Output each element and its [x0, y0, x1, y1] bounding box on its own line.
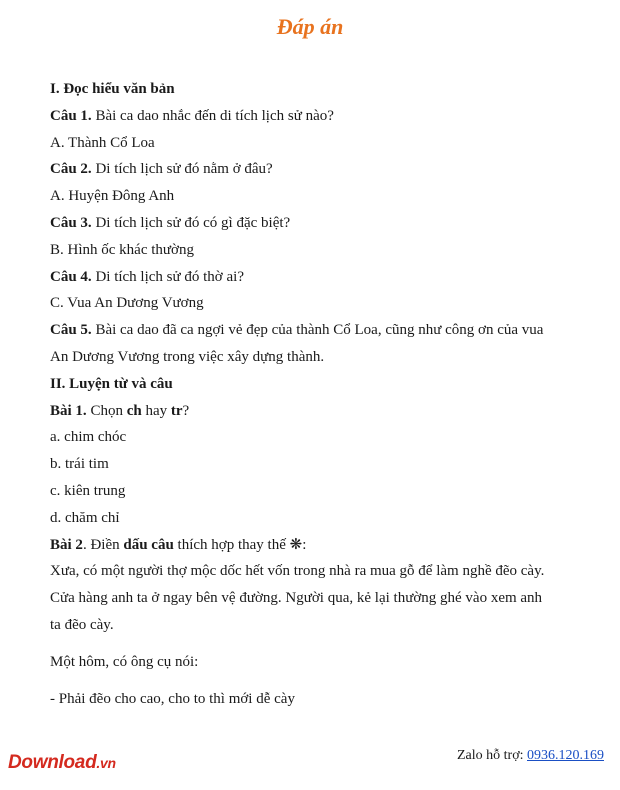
prompt-text: thích hợp thay thế [173, 536, 290, 553]
exercise-1-answer-c: c. kiên trung [50, 482, 126, 499]
question-label: Câu 5. [50, 322, 92, 339]
question-5 [50, 317, 590, 344]
prompt-bold: dấu câu [123, 536, 174, 553]
answer-4: C. Vua An Dương Vương [50, 295, 204, 312]
question-2 [50, 156, 590, 183]
exercise-1-answer-d: d. chăm chỉ [50, 509, 120, 526]
zalo-label: Zalo hỗ trợ: [457, 748, 527, 763]
question-1 [50, 103, 590, 130]
section2-heading: II. Luyện từ và câu [50, 375, 173, 392]
exercise-label: Bài 1. [50, 402, 87, 419]
passage-paragraph-2: Một hôm, có ông cụ nói: [50, 653, 199, 670]
question-text: Bài ca dao đã ca ngợi vẻ đẹp của thành Cổ Loa, cũng như công ơn của vua [91, 322, 544, 339]
exercise-2-prompt [50, 532, 590, 559]
passage-line-2: Cửa hàng anh ta ở ngay bên vệ đường. Người qua, kẻ lại thường ghé vào xem anh [50, 590, 543, 607]
question-label: Câu 1. [50, 107, 92, 124]
passage-paragraph-3: - Phải đẽo cho cao, cho to thì mới dễ cày [50, 690, 295, 707]
document-body [50, 76, 590, 712]
question-4 [50, 264, 590, 291]
asterisk-symbol-icon: ❋ [289, 536, 303, 553]
zalo-support [457, 748, 604, 764]
question-5-continued: An Dương Vương trong việc xây dựng thành. [50, 348, 325, 365]
question-label: Câu 3. [50, 214, 92, 231]
zalo-phone-link[interactable]: 0936.120.169 [527, 748, 604, 763]
section1-heading: I. Đọc hiểu văn bản [50, 81, 175, 97]
answer-2: A. Huyện Đông Anh [50, 188, 175, 205]
logo-domain-text: .vn [96, 755, 116, 771]
prompt-bold: tr [170, 402, 183, 419]
prompt-text: hay [141, 402, 171, 419]
exercise-1-prompt [50, 398, 590, 425]
question-label: Câu 4. [50, 268, 92, 285]
question-text: Di tích lịch sử đó có gì đặc biệt? [91, 214, 291, 231]
question-label: Câu 2. [50, 161, 92, 178]
prompt-text: : [302, 536, 307, 553]
exercise-1-answer-a: a. chim chóc [50, 429, 127, 446]
prompt-text: Chọn [86, 402, 127, 419]
passage-line-3: ta đẽo cày. [50, 616, 114, 633]
question-text: Bài ca dao nhắc đến di tích lịch sử nào? [91, 107, 334, 124]
prompt-text: ? [182, 402, 190, 419]
question-text: Di tích lịch sử đó nằm ở đâu? [91, 161, 273, 178]
passage-line-1: Xưa, có một người thợ mộc dốc hết vốn trong nhà ra mua gỗ để làm nghề đẽo cày. [50, 563, 545, 580]
page-title: Đáp án [276, 14, 344, 39]
answer-1: A. Thành Cổ Loa [50, 134, 155, 151]
prompt-bold: ch [126, 402, 142, 419]
logo-main-text: Download [8, 752, 97, 773]
exercise-1-answer-b: b. trái tim [50, 456, 109, 473]
question-3 [50, 210, 590, 237]
prompt-text: . Điền [82, 536, 124, 553]
question-text: Di tích lịch sử đó thờ ai? [91, 268, 244, 285]
answer-3: B. Hình ốc khác thường [50, 241, 194, 258]
exercise-label: Bài 2 [50, 536, 83, 553]
download-vn-logo[interactable] [8, 752, 116, 774]
